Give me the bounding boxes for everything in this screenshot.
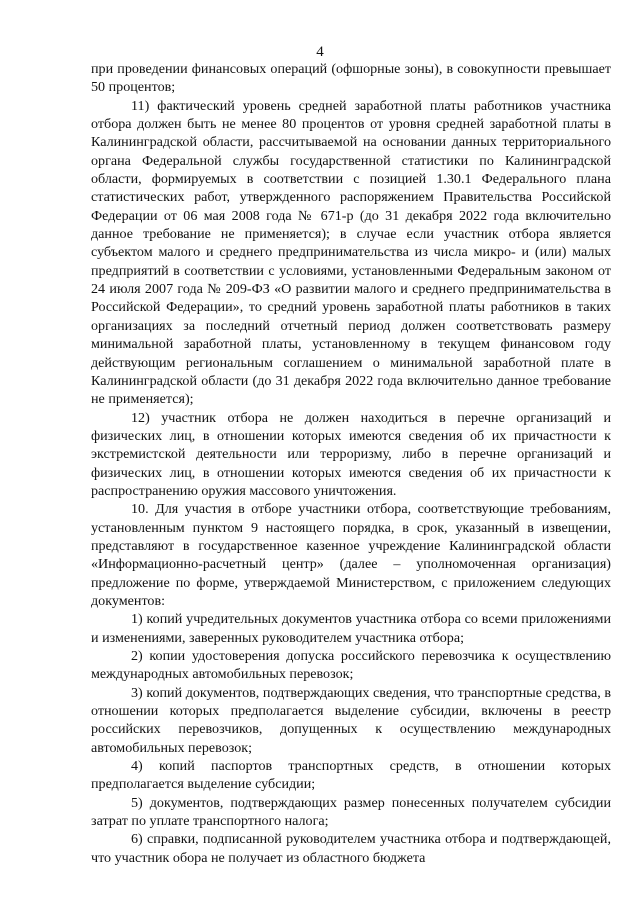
paragraph-subitem-6: 6) справки, подписанной руководителем участника отбора и подтверждающей, что участник обора не получает из областного бюджета [91, 831, 611, 866]
paragraph-continuation: при проведении финансовых операций (офшорные зоны), в совокупности превышает 50 процентов; [91, 61, 611, 96]
paragraph-item-12: 12) участник отбора не должен находиться в перечне организаций и физических лиц, в отношении которых имеются сведения об их причастности к экстремистской деятельности или терроризму, либо в перечне организаций и физических лиц, в отношении которых имеются сведения об их причастности к распространению оружия массового уничтожения. [91, 409, 611, 499]
page-number: 4 [316, 44, 324, 60]
paragraph-clause-10: 10. Для участия в отборе участники отбора, соответствующие требованиям, установленным пунктом 9 настоящего порядка, в срок, указанный в извещении, представляют в государственное казенное учреждение Калининградской области «Информационно-расчетный центр» (далее – уполномоченная организация) предложение по форме, утверждаемой Министерством, с приложением следующих документов: [91, 501, 611, 609]
paragraph-subitem-2: 2) копии удостоверения допуска российского перевозчика к осуществлению международных автомобильных перевозок; [91, 648, 611, 683]
paragraph-subitem-5: 5) документов, подтверждающих размер понесенных получателем субсидии затрат по уплате транспортного налога; [91, 794, 611, 830]
document-body [91, 60, 611, 867]
paragraph-subitem-1: 1) копий учредительных документов участника отбора со всеми приложениями и изменениями, заверенных руководителем участника отбора; [91, 611, 611, 646]
paragraph-subitem-4: 4) копий паспортов транспортных средств, в отношении которых предполагается выделение субсидии; [91, 758, 611, 793]
paragraph-subitem-3: 3) копий документов, подтверждающих сведения, что транспортные средства, в отношении которых предполагается выделение субсидии, включены в реестр российских перевозчиков, допущенных к осуществлению международных автомобильных перевозок; [91, 684, 611, 756]
paragraph-item-11: 11) фактический уровень средней заработной платы работников участника отбора должен быть не менее 80 процентов от уровня средней заработной платы в Калининградской области, рассчитываемой на основании данных территориального органа Федеральной службы государственной статистики по Калининградской области, формируемых в соответствии с позицией 1.30.1 Федерального плана статистических работ, утвержденного распоряжением Правительства Российской Федерации от 06 мая 2008 года № 671-р (до 31 декабря 2022 года включительно данное требование не применяется); в случае если участник отбора является субъектом малого и среднего предпринимательства из числа микро- и (или) малых предприятий в соответствии с условиями, установленными Федеральным законом от 24 июля 2007 года № 209-ФЗ «О развитии малого и среднего предпринимательства в Российской Федерации», то средний уровень заработной платы работников в таких организациях за последний отчетный период должен соответствовать размеру минимальной заработной платы, установленному в текущем финансовом году действующим региональным соглашением о минимальной заработной плате в Калининградской области (до 31 декабря 2022 года включительно данное требование не применяется); [91, 97, 611, 408]
